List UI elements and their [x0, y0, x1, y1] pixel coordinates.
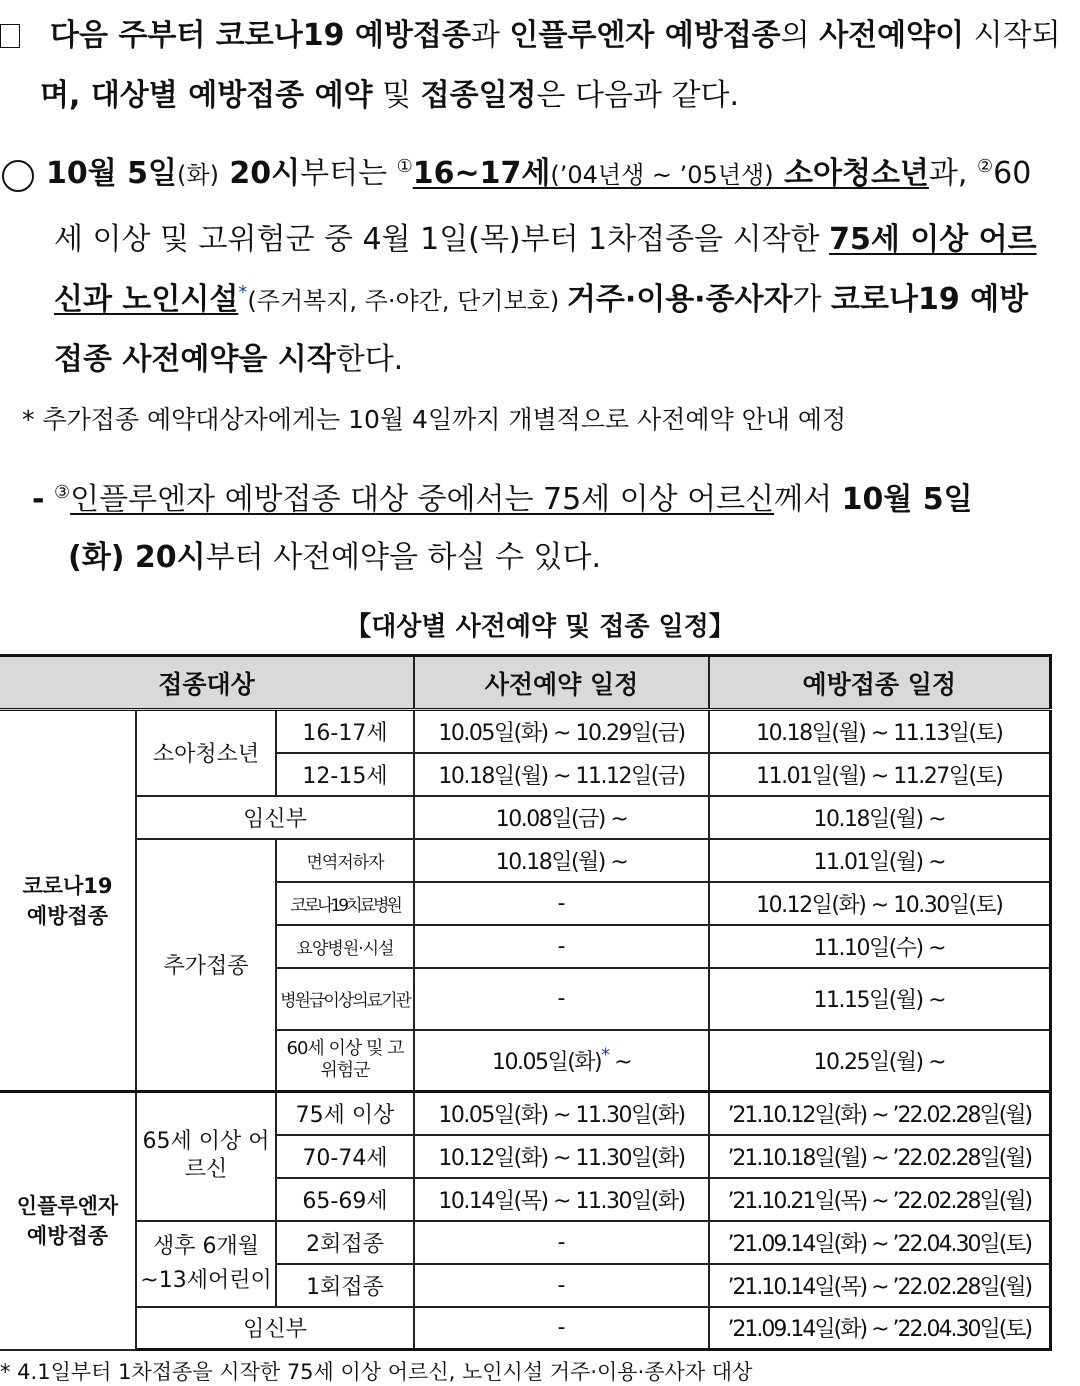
reserve-cell: - — [414, 1307, 709, 1350]
target-cell: 70-74세 — [276, 1135, 414, 1178]
header-reservation: 사전예약 일정 — [414, 656, 709, 710]
target-cell: 면역저하자 — [276, 839, 414, 882]
target-cell: 2회접종 — [276, 1221, 414, 1264]
table-caption: 【대상별 사전예약 및 접종 일정】 — [345, 612, 735, 642]
target-cell: 60세 이상 및 고위험군 — [276, 1030, 414, 1092]
checkbox-bullet-icon — [0, 24, 20, 48]
vaccine-cell: 11.10일(수) ~ — [709, 925, 1050, 968]
vaccine-cell: 10.12일(화) ~ 10.30일(토) — [709, 882, 1050, 925]
table-row — [0, 796, 1050, 839]
reserve-cell: 10.05일(화) ~ 11.30일(화) — [414, 1092, 709, 1135]
target-cell: 65-69세 — [276, 1178, 414, 1221]
vaccine-cell: 11.01일(월) ~ 11.27일(토) — [709, 753, 1050, 796]
table-row — [0, 1221, 1050, 1264]
subgroup-elder: 65세 이상 어르신 — [136, 1092, 276, 1221]
booster-note: * 추가접종 예약대상자에게는 10월 4일까지 개별적으로 사전예약 안내 예정 — [22, 405, 847, 434]
subgroup-booster: 추가접종 — [136, 839, 276, 1092]
subgroup-pregnant: 임신부 — [136, 796, 414, 839]
vaccine-cell: ’21.10.18일(월) ~ ’22.02.28일(월) — [709, 1135, 1050, 1178]
reserve-cell: 10.05일(화) ~ 10.29일(금) — [414, 710, 709, 753]
table-header-row — [0, 656, 1050, 710]
reserve-cell: 10.05일(화)* ~ — [414, 1030, 709, 1092]
vaccine-cell: 11.01일(월) ~ — [709, 839, 1050, 882]
flu-line-1: - ③인플루엔자 예방접종 대상 중에서는 75세 이상 어르신께서 10월 5일 — [32, 482, 973, 517]
intro-line-1: 다음 주부터 코로나19 예방접종과 인플루엔자 예방접종의 사전예약이 시작되 — [50, 18, 1061, 53]
vaccine-cell: 10.18일(월) ~ — [709, 796, 1050, 839]
reserve-cell: - — [414, 882, 709, 925]
covid-line-4: 접종 사전예약을 시작한다. — [54, 342, 404, 377]
table-row — [0, 839, 1050, 882]
vaccine-cell: ’21.10.21일(목) ~ ’22.02.28일(월) — [709, 1178, 1050, 1221]
reserve-cell: - — [414, 925, 709, 968]
reserve-cell: 10.08일(금) ~ — [414, 796, 709, 839]
vaccine-cell: 11.15일(월) ~ — [709, 968, 1050, 1030]
table-footnote: * 4.1일부터 1차접종을 시작한 75세 이상 어르신, 노인시설 거주·이용·종사자 대상 — [0, 1360, 753, 1384]
header-vaccination: 예방접종 일정 — [709, 656, 1050, 710]
reserve-cell: 10.18일(월) ~ 11.12일(금) — [414, 753, 709, 796]
subgroup-pregnant-flu: 임신부 — [136, 1307, 414, 1350]
table-row — [0, 1092, 1050, 1135]
reserve-cell: 10.18일(월) ~ — [414, 839, 709, 882]
target-cell: 75세 이상 — [276, 1092, 414, 1135]
group-covid: 코로나19 예방접종 — [0, 710, 136, 1092]
group-flu: 인플루엔자 예방접종 — [0, 1092, 136, 1350]
reserve-cell: - — [414, 968, 709, 1030]
vaccine-cell: ’21.09.14일(화) ~ ’22.04.30일(토) — [709, 1307, 1050, 1350]
vaccine-cell: ’21.09.14일(화) ~ ’22.04.30일(토) — [709, 1221, 1050, 1264]
target-cell: 1회접종 — [276, 1264, 414, 1307]
vaccine-cell: ’21.10.12일(화) ~ ’22.02.28일(월) — [709, 1092, 1050, 1135]
target-cell: 병원급이상의료기관 — [276, 968, 414, 1030]
intro-line-2: 며, 대상별 예방접종 예약 및 접종일정은 다음과 같다. — [40, 78, 740, 113]
covid-line-2: 세 이상 및 고위험군 중 4월 1일(목)부터 1차접종을 시작한 75세 이상 어르 — [54, 222, 1037, 257]
subgroup-teen: 소아청소년 — [136, 710, 276, 796]
target-cell: 코로나19치료병원 — [276, 882, 414, 925]
schedule-table — [0, 654, 1052, 1351]
subgroup-child: 생후 6개월 ~13세어린이 — [136, 1221, 276, 1307]
vaccine-cell: 10.18일(월) ~ 11.13일(토) — [709, 710, 1050, 753]
covid-line-3: 신과 노인시설*(주거복지, 주·야간, 단기보호) 거주·이용·종사자가 코로나19 예방 — [54, 282, 1029, 317]
vaccine-cell: ’21.10.14일(목) ~ ’22.02.28일(월) — [709, 1264, 1050, 1307]
table-row — [0, 710, 1050, 753]
covid-line-1: 10월 5일(화) 20시부터는 ①16~17세(’04년생 ~ ’05년생) 소아청소년과, ②60 — [46, 156, 1032, 191]
target-cell: 12-15세 — [276, 753, 414, 796]
table-row — [0, 1307, 1050, 1350]
header-target: 접종대상 — [0, 656, 414, 710]
reserve-cell: 10.14일(목) ~ 11.30일(화) — [414, 1178, 709, 1221]
circle-bullet-icon — [2, 160, 34, 192]
flu-line-2: (화) 20시부터 사전예약을 하실 수 있다. — [68, 540, 602, 575]
vaccine-cell: 10.25일(월) ~ — [709, 1030, 1050, 1092]
target-cell: 요양병원·시설 — [276, 925, 414, 968]
reserve-cell: - — [414, 1221, 709, 1264]
reserve-cell: 10.12일(화) ~ 11.30일(화) — [414, 1135, 709, 1178]
target-cell: 16-17세 — [276, 710, 414, 753]
reserve-cell: - — [414, 1264, 709, 1307]
